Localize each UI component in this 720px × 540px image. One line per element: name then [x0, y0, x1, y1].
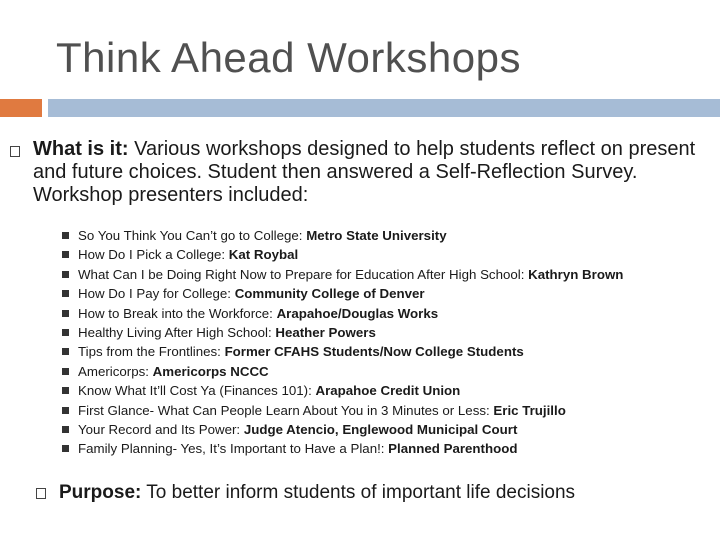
list-item: [62, 420, 707, 439]
workshop-topic: Your Record and Its Power:: [78, 421, 244, 437]
workshop-topic: Know What It’ll Cost Ya (Finances 101):: [78, 383, 316, 399]
workshop-topic: First Glance- What Can People Learn About You in 3 Minutes or Less:: [78, 402, 494, 418]
accent-bar-orange: [0, 99, 42, 117]
workshop-presenter: Eric Trujillo: [493, 402, 566, 418]
what-text: Various workshops designed to help students reflect on present and future choices. Student then answered a Self-Reflection Survey. Workshop presenters included:: [33, 138, 696, 206]
workshop-topic: Americorps:: [78, 363, 153, 379]
workshop-presenter: Former CFAHS Students/Now College Students: [224, 344, 524, 360]
workshop-presenter: Arapahoe/Douglas Works: [276, 305, 439, 321]
workshop-presenter: Planned Parenthood: [388, 441, 518, 457]
workshop-topic: How Do I Pay for College:: [78, 286, 235, 302]
square-bullet-icon: [62, 232, 69, 239]
workshop-presenter: Community College of Denver: [234, 286, 425, 302]
workshop-presenter: Kat Roybal: [228, 247, 299, 263]
list-item: [62, 304, 707, 323]
slide-title: Think Ahead Workshops: [56, 34, 521, 81]
workshop-topic: How to Break into the Workforce:: [78, 305, 277, 321]
workshop-presenter: Arapahoe Credit Union: [315, 383, 461, 399]
workshop-presenter: Metro State University: [306, 228, 447, 243]
workshop-topic: Healthy Living After High School:: [78, 324, 276, 340]
purpose-label: Purpose:: [59, 482, 142, 503]
accent-bar-blue: [48, 99, 720, 117]
square-bullet-icon: [62, 251, 69, 258]
list-item: [62, 284, 707, 303]
list-item: [62, 265, 707, 284]
workshop-topic: Tips from the Frontlines:: [78, 344, 225, 360]
list-item: [62, 323, 707, 342]
what-label: What is it:: [33, 138, 129, 160]
list-item: [62, 342, 707, 361]
square-bullet-icon: [62, 329, 69, 336]
what-is-it-paragraph: [33, 138, 703, 207]
checkbox-bullet-icon: [10, 146, 20, 157]
workshop-presenter: Americorps NCCC: [152, 363, 269, 379]
square-bullet-icon: [62, 387, 69, 394]
purpose-text: To better inform students of important life decisions: [141, 482, 576, 503]
workshop-topic: How Do I Pick a College:: [78, 247, 229, 263]
square-bullet-icon: [62, 407, 69, 414]
purpose-paragraph: [59, 481, 575, 505]
square-bullet-icon: [62, 426, 69, 433]
list-item: [62, 401, 707, 420]
list-item: [62, 381, 707, 400]
square-bullet-icon: [62, 368, 69, 375]
list-item: [62, 226, 707, 245]
workshop-presenter: Kathryn Brown: [528, 266, 624, 282]
list-item: [62, 439, 707, 458]
square-bullet-icon: [62, 445, 69, 452]
checkbox-bullet-icon: [36, 488, 46, 499]
list-item: [62, 245, 707, 264]
list-item: [62, 362, 707, 381]
workshop-list: [62, 226, 707, 459]
workshop-topic: So You Think You Can’t go to College:: [78, 228, 307, 243]
workshop-topic: What Can I be Doing Right Now to Prepare for Education After High School:: [78, 266, 529, 282]
workshop-topic: Family Planning- Yes, It’s Important to Have a Plan!:: [78, 441, 389, 457]
square-bullet-icon: [62, 310, 69, 317]
square-bullet-icon: [62, 348, 69, 355]
square-bullet-icon: [62, 271, 69, 278]
workshop-presenter: Judge Atencio, Englewood Municipal Court: [243, 421, 518, 437]
workshop-presenter: Heather Powers: [275, 324, 376, 340]
square-bullet-icon: [62, 290, 69, 297]
